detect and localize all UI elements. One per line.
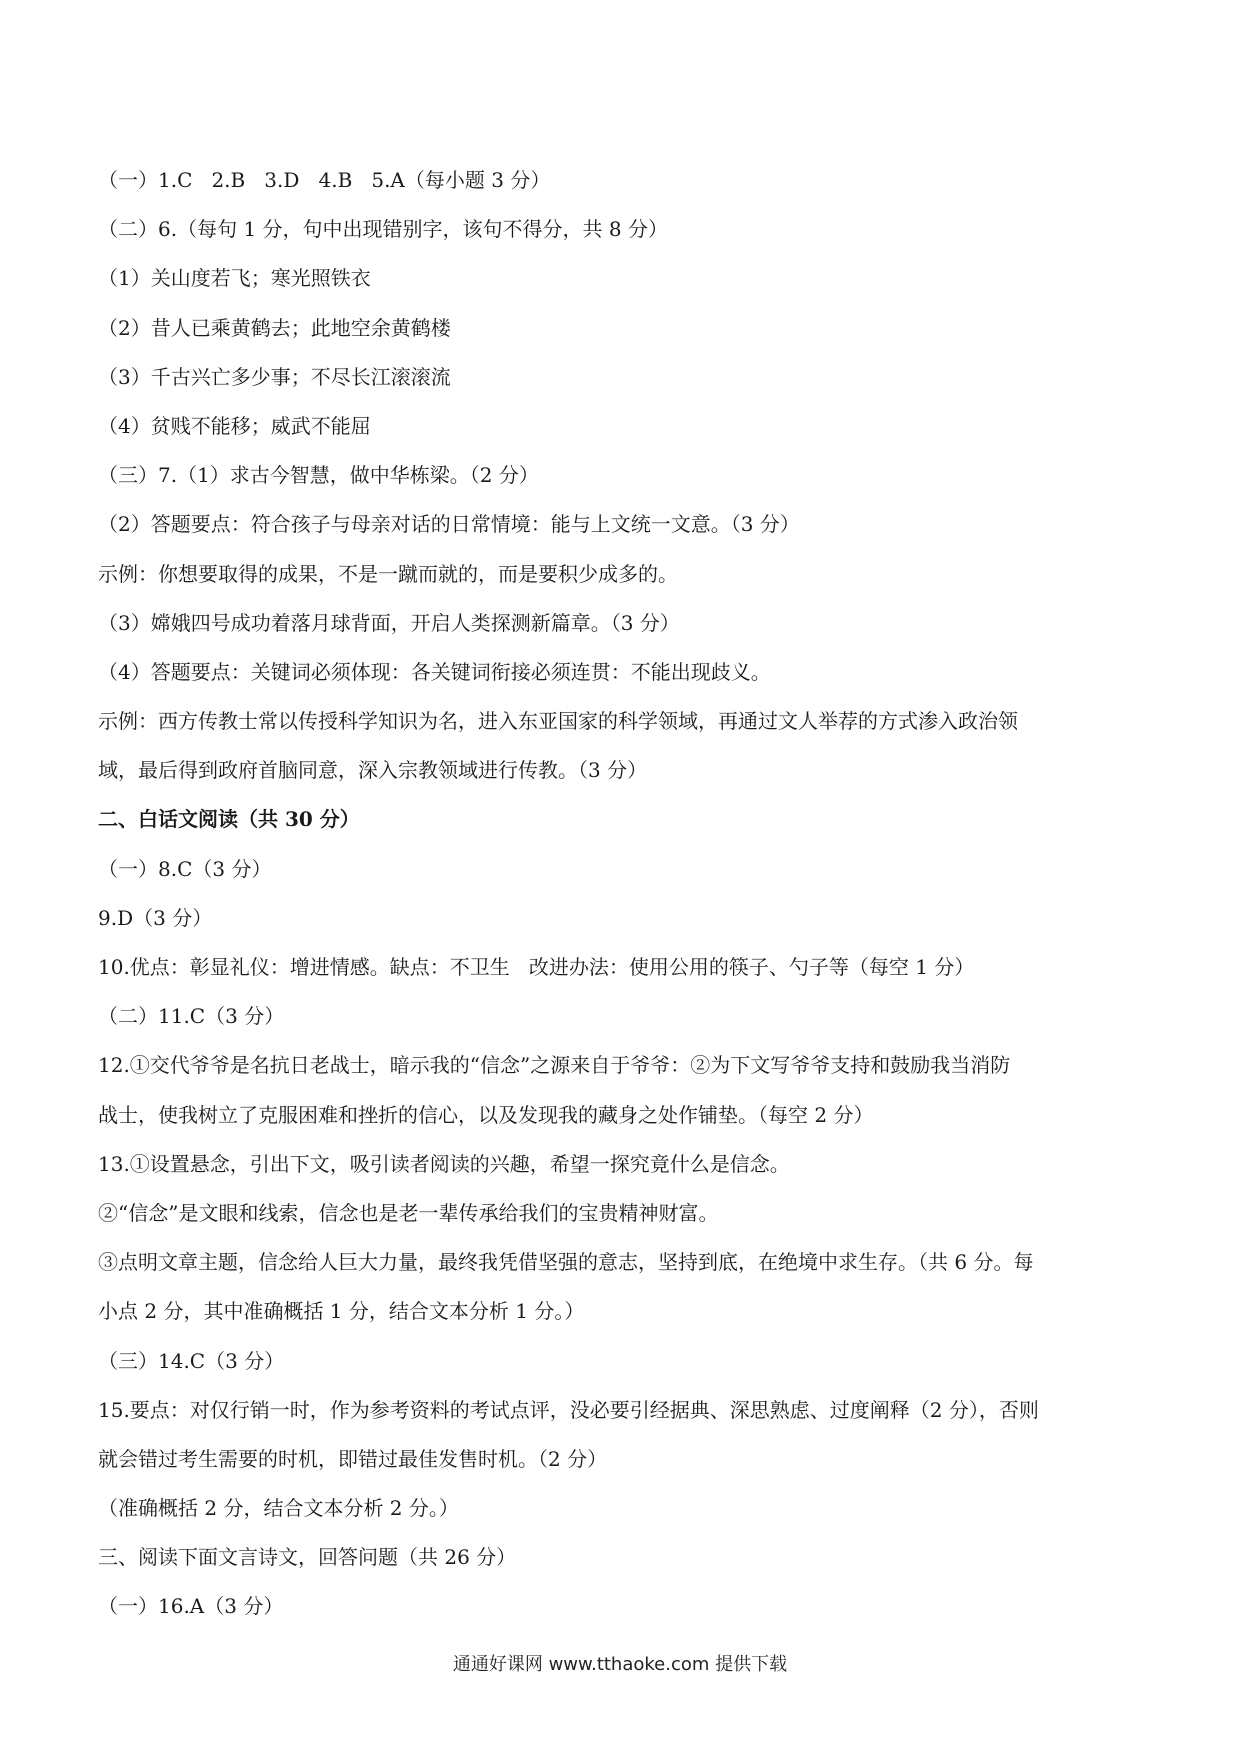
answer-line-q7-2: （2）答题要点：符合孩子与母亲对话的日常情境：能与上文统一文意。（3 分） bbox=[98, 512, 800, 537]
answer-line-q7-4-example-a: 示例：西方传教士常以传授科学知识为名，进入东亚国家的科学领域，再通过文人举荐的方式渗入政治领 bbox=[98, 709, 1018, 734]
answer-line-q13-1: 13.①设置悬念，引出下文，吸引读者阅读的兴趣，希望一探究竟什么是信念。 bbox=[98, 1151, 790, 1176]
answer-line-q12-a: 12.①交代爷爷是名抗日老战士，暗示我的“信念”之源来自于爷爷：②为下文写爷爷支持和鼓励我当消防 bbox=[98, 1053, 1011, 1078]
answer-line-q6-4: （4）贫贱不能移；威武不能屈 bbox=[98, 413, 371, 438]
answer-line-q13-3-a: ③点明文章主题，信念给人巨大力量，最终我凭借坚强的意志，坚持到底，在绝境中求生存。（共 6 分。每 bbox=[98, 1250, 1034, 1275]
answer-line-q8: （一）8.C（3 分） bbox=[98, 856, 272, 881]
answer-line-q7-2-example: 示例：你想要取得的成果，不是一蹴而就的，而是要积少成多的。 bbox=[98, 561, 678, 586]
answer-line-q15-b: 就会错过考生需要的时机，即错过最佳发售时机。（2 分） bbox=[98, 1446, 608, 1471]
answer-key-content bbox=[98, 156, 1144, 1632]
answer-line-q10: 10.优点：彰显礼仪：增进情感。缺点：不卫生 改进办法：使用公用的筷子、勺子等（每空 1 分） bbox=[98, 955, 975, 979]
section-heading-classical-reading: 三、阅读下面文言诗文，回答问题（共 26 分） bbox=[98, 1545, 517, 1570]
answer-line-q15-a: 15.要点：对仅行销一时，作为参考资料的考试点评，没必要引经据典、深思熟虑、过度阐释（2 分），否则 bbox=[98, 1397, 1039, 1422]
answer-line-q16: （一）16.A（3 分） bbox=[98, 1594, 284, 1619]
answer-line-q6-header: （二）6.（每句 1 分，句中出现错别字，该句不得分，共 8 分） bbox=[98, 217, 668, 242]
answer-line-q6-2: （2）昔人已乘黄鹤去；此地空余黄鹤楼 bbox=[98, 315, 451, 340]
answer-line-q6-1: （1）关山度若飞；寒光照铁衣 bbox=[98, 266, 371, 291]
answer-line-q6-3: （3）千古兴亡多少事；不尽长江滚滚流 bbox=[98, 364, 451, 389]
answer-line-choice-1-5: （一）1.C 2.B 3.D 4.B 5.A（每小题 3 分） bbox=[98, 168, 551, 192]
answer-line-q7-4-example-b: 域，最后得到政府首脑同意，深入宗教领域进行传教。（3 分） bbox=[98, 758, 648, 783]
answer-line-q9: 9.D（3 分） bbox=[98, 905, 213, 930]
answer-line-q7-4: （4）答题要点：关键词必须体现：各关键词衔接必须连贯：不能出现歧义。 bbox=[98, 659, 771, 684]
section-heading-vernacular-reading: 二、白话文阅读（共 30 分） bbox=[98, 807, 360, 832]
answer-line-q13-3-b: 小点 2 分，其中准确概括 1 分，结合文本分析 1 分。） bbox=[98, 1299, 585, 1324]
answer-line-q7-1: （三）7.（1）求古今智慧，做中华栋梁。（2 分） bbox=[98, 463, 539, 488]
answer-line-q13-2: ②“信念”是文眼和线索，信念也是老一辈传承给我们的宝贵精神财富。 bbox=[98, 1200, 719, 1225]
answer-line-q7-3: （3）嫦娥四号成功着落月球背面，开启人类探测新篇章。（3 分） bbox=[98, 610, 680, 635]
answer-line-q11: （二）11.C（3 分） bbox=[98, 1004, 285, 1029]
download-source-footer: 通通好课网 www.tthaoke.com 提供下载 bbox=[452, 1654, 788, 1675]
answer-line-q15-scoring: （准确概括 2 分，结合文本分析 2 分。） bbox=[98, 1496, 459, 1521]
answer-line-q14: （三）14.C（3 分） bbox=[98, 1348, 285, 1373]
answer-line-q12-b: 战士，使我树立了克服困难和挫折的信心，以及发现我的藏身之处作铺垫。（每空 2 分） bbox=[98, 1102, 874, 1127]
